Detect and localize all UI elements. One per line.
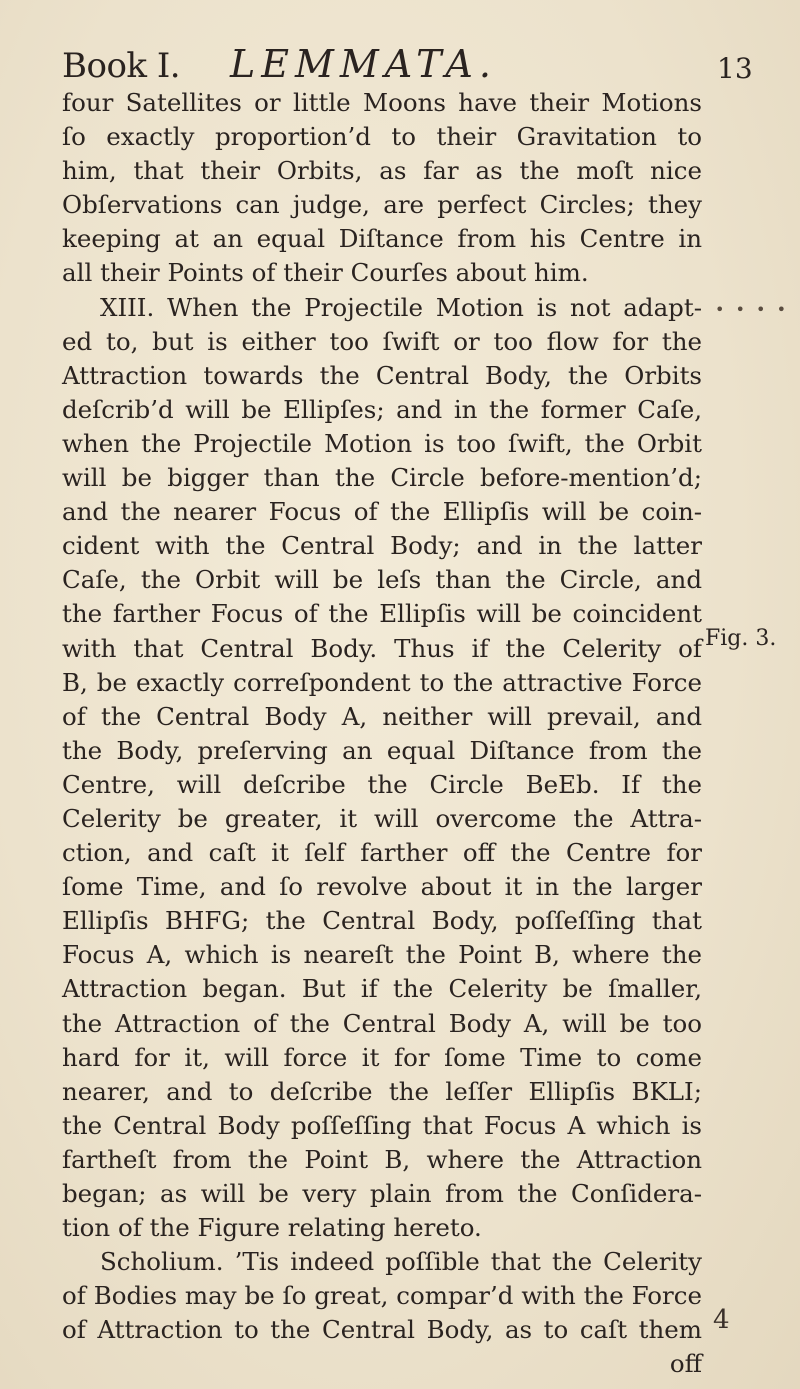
text-line: keeping at an equal Diſtance from his Centre in	[62, 224, 702, 254]
margin-dots: • • • •	[715, 300, 790, 319]
book-label: Book I.	[62, 46, 181, 86]
text-line: cident with the Central Body; and in the latter	[62, 531, 702, 561]
text-line: Obſervations can judge, are perfect Circles; they	[62, 190, 702, 220]
text-line: the farther Focus of the Ellipſis will be coincident	[62, 599, 702, 629]
text-line: him, that their Orbits, as far as the moſt nice	[62, 156, 702, 186]
text-line: Focus A, which is neareſt the Point B, where the	[62, 940, 702, 970]
text-line: nearer, and to deſcribe the leſſer Ellipſis BKLI;	[62, 1076, 702, 1106]
text-line: Caſe, the Orbit will be leſs than the Circle, and	[62, 565, 702, 595]
text-line: tion of the Figure relating hereto.	[62, 1213, 482, 1243]
text-line: four Satellites or little Moons have their Motions	[62, 88, 702, 117]
text-line: deſcrib’d will be Ellipſes; and in the former Caſe,	[62, 394, 702, 424]
text-line: when the Projectile Motion is too ſwift, the Orbit	[62, 428, 702, 458]
text-line: with that Central Body. Thus if the Celerity of	[62, 633, 702, 663]
text-line: ction, and caſt it ſelf farther off the Centre for	[62, 838, 702, 868]
text-line: of Attraction to the Central Body, as to caſt them	[62, 1315, 702, 1345]
section-heading-line: XIII. When the Projectile Motion is not adapt-	[100, 292, 702, 322]
body-text	[62, 86, 702, 1382]
text-line: and the nearer Focus of the Ellipſis will be coin-	[62, 497, 702, 527]
text-line: will be bigger than the Circle before-mention’d;	[62, 463, 702, 493]
catchword: off	[669, 1349, 702, 1379]
text-line: Attraction towards the Central Body, the Orbits	[62, 360, 702, 390]
page-header	[62, 40, 752, 92]
scholium-line: Scholium. ’Tis indeed poſſible that the Celerity	[100, 1247, 702, 1277]
text-line: of Bodies may be ſo great, compar’d with the Force	[62, 1281, 702, 1311]
text-line: B, be exactly correſpondent to the attractive Force	[62, 667, 702, 697]
text-line: Celerity be greater, it will overcome the Attra-	[62, 803, 702, 833]
text-line: Attraction began. But if the Celerity be ſmaller,	[62, 974, 702, 1004]
text-line: of the Central Body A, neither will prevail, and	[62, 701, 702, 731]
text-line: hard for it, will force it for ſome Time to come	[62, 1042, 702, 1072]
page-number: 13	[717, 52, 753, 85]
text-line: the Attraction of the Central Body A, will be too	[62, 1008, 702, 1038]
text-line: all their Points of their Courſes about him.	[62, 258, 589, 288]
text-line: ſome Time, and ſo revolve about it in the larger	[62, 872, 702, 902]
running-title: LEMMATA.	[230, 42, 497, 86]
text-line: Ellipſis BHFG; the Central Body, poſſeſſing that	[62, 906, 702, 936]
text-line: began; as will be very plain from the Conſidera-	[62, 1179, 702, 1208]
text-line: the Central Body poſſeſſing that Focus A which is	[62, 1110, 702, 1140]
text-line: ſo exactly proportion’d to their Gravitation to	[62, 122, 702, 152]
text-line: the Body, preſerving an equal Diſtance from the	[62, 735, 702, 765]
text-line: Centre, will deſcribe the Circle BeEb. If the	[62, 769, 702, 799]
text-line: fartheſt from the Point B, where the Attraction	[62, 1144, 702, 1174]
figure-reference: Fig. 3.	[705, 626, 777, 651]
edge-mark: 4	[713, 1305, 730, 1335]
text-line: ed to, but is either too ſwift or too flow for the	[62, 326, 702, 356]
